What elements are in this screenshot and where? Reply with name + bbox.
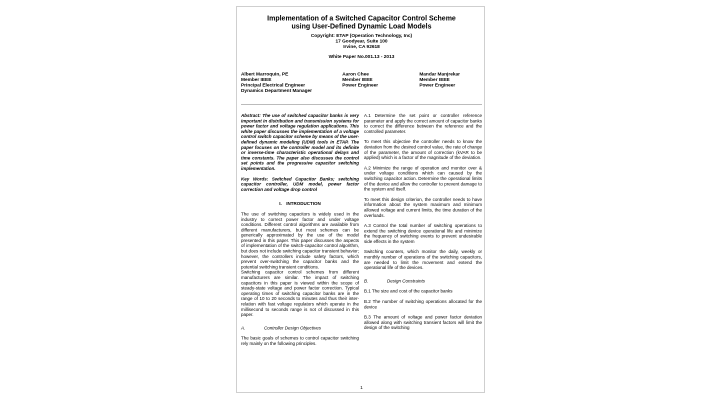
- body-paragraph: To meet this objective the controller needs to know the deviation from the desired control value, the rate of change of the parameter, the amount of correction (kVAR to be applied) which is a factor of the magnitude of the deviation.: [364, 139, 482, 161]
- author-role: Dynamics Department Manager: [241, 88, 313, 94]
- constraint-item: B.1 The size and cost of the capacitor banks: [364, 288, 453, 294]
- intro-paragraph-2: Switching capacitor control schemes from different manufacturers are similar. The impact of switching capacitors in this paper is viewed within the scope of steady-state voltage and power factor correction. Typical operating times of switching capacitor banks are in the range of 10 to 20 seconds to minutes and thus their inter-relation with fast voltage regulators which operate in the millisecond to seconds range is not of discussed in this paper.: [241, 269, 359, 318]
- author-name: Mandar Manjrekar: [419, 71, 460, 77]
- author-block: [419, 72, 482, 94]
- copyright-block: [241, 33, 482, 50]
- author-role: Power Engineer: [419, 82, 456, 88]
- subsection-title: Design Constraints: [387, 278, 426, 284]
- introduction-heading: [241, 201, 359, 206]
- abstract-paragraph: [241, 113, 359, 171]
- subsection-number: B.: [364, 278, 369, 284]
- subsection-title: Controller Design Objectives: [264, 325, 322, 331]
- author-block: [342, 72, 419, 94]
- subsection-a-paragraph: The basic goals of schemes to control capacitor switching rely mainly on the following principles.: [241, 335, 359, 346]
- constraint-item: B.3 The amount of voltage and power factor deviation allowed along with switching transient factors will limit the design of the switching: [364, 314, 482, 331]
- paper-title-line1: Implementation of a Switched Capacitor Control Scheme: [267, 14, 456, 22]
- subsection-a-heading: [241, 325, 359, 330]
- body-paragraph: A.1 Determine the set point or controller reference parameter and apply the correct amount of capacitor banks to correct the difference between the reference and the controlled parameter.: [364, 113, 482, 134]
- two-column-body: [241, 113, 482, 351]
- paper-page-content: [237, 7, 485, 393]
- author-name: Albert Marroquin, PE: [241, 71, 289, 77]
- abstract-text: The use of switched capacitor banks is very important in distribution and transmission systems for power factor and voltage regulation applications. This white paper discusses the implementation of a voltage control switch capacitor scheme by means of the user-defined dynamic modeling (UDM) tools in ETAP. The paper focuses on the controller model and its definite or inverse-time characteristic operational delays and time constants. The paper also discusses the control set points and the progressive capacitor switching implementation.: [241, 113, 359, 171]
- body-paragraph: A.3 Control the total number of switching operations to extend the switching device operational life and minimize the frequency of switching events to prevent undesirable side effects in the system: [364, 223, 482, 244]
- author-affiliation: Member IEEE: [241, 77, 272, 83]
- subsection-number: A.: [241, 325, 246, 331]
- author-affiliation: Member IEEE: [419, 77, 450, 83]
- left-column: [241, 113, 359, 351]
- author-role: Power Engineer: [342, 82, 379, 88]
- keywords-paragraph: [241, 176, 359, 192]
- city-line: Irvine, CA 92618: [343, 44, 380, 50]
- address-line: 17 Goodyear, Suite 100: [335, 38, 388, 44]
- white-paper-number: White Paper No.001.13 - 2013: [328, 54, 395, 60]
- copyright-line: Copyright: ETAP (Operation Technology, Inc): [310, 33, 413, 39]
- body-paragraph: A.2 Minimize the range of operation and monitor over & under voltage conditions which can caused by the switching capacitor action. Determine the operational limits of the device and allow the controller to prevent damage to the system and itself.: [364, 165, 482, 192]
- author-role: Principal Electrical Engineer: [241, 82, 306, 88]
- section-number: I.: [279, 201, 282, 207]
- body-paragraph: Switching counters, which monitor the daily, weekly or monthly number of operations of the switching capacitors, are needed to limit the movement and extend the operational life of the devices.: [364, 249, 482, 271]
- author-affiliation: Member IEEE: [342, 77, 373, 83]
- section-title: INTRODUCTION: [286, 201, 321, 207]
- paper-page: [236, 6, 485, 393]
- paper-title: [241, 14, 482, 30]
- author-block: [241, 72, 342, 94]
- authors-row: [241, 72, 482, 94]
- abstract-label: Abstract:: [241, 113, 261, 118]
- page-number: 1: [360, 385, 363, 390]
- keywords-label: Key Words:: [241, 176, 269, 182]
- body-paragraph: To meet this design criterion, the controller needs to have information about the system maximum and minimum allowed voltage and current limits, the time duration of the overloads.: [364, 196, 482, 218]
- subsection-b-heading: [364, 278, 482, 283]
- paper-title-line2: using User-Defined Dynamic Load Models: [291, 22, 432, 30]
- intro-paragraph-1: The use of switching capacitors is widely used in the industry to correct power factor and under voltage conditions. Different control algorithms are available from different manufacturers, but most schemes can be generically approximated by the use of the model presented in this paper. This paper discusses the aspects of implementation of the switch-capacitor control algorithm, but does not include switching capacitor transient behavior; however, the controllers include safety factors, which prevent over-switching the capacitor banks and the potential switching transient conditions.: [241, 211, 359, 270]
- header-divider: [241, 105, 482, 106]
- right-column: [364, 113, 482, 351]
- keywords-text: Switched Capacitor Banks; switching capacitor controller, UDM model, power factor correction and voltage drop control: [241, 176, 360, 192]
- constraint-item: B.2 The number of switching operations allocated for the device: [364, 299, 482, 310]
- author-name: Aaron Chee: [342, 71, 369, 77]
